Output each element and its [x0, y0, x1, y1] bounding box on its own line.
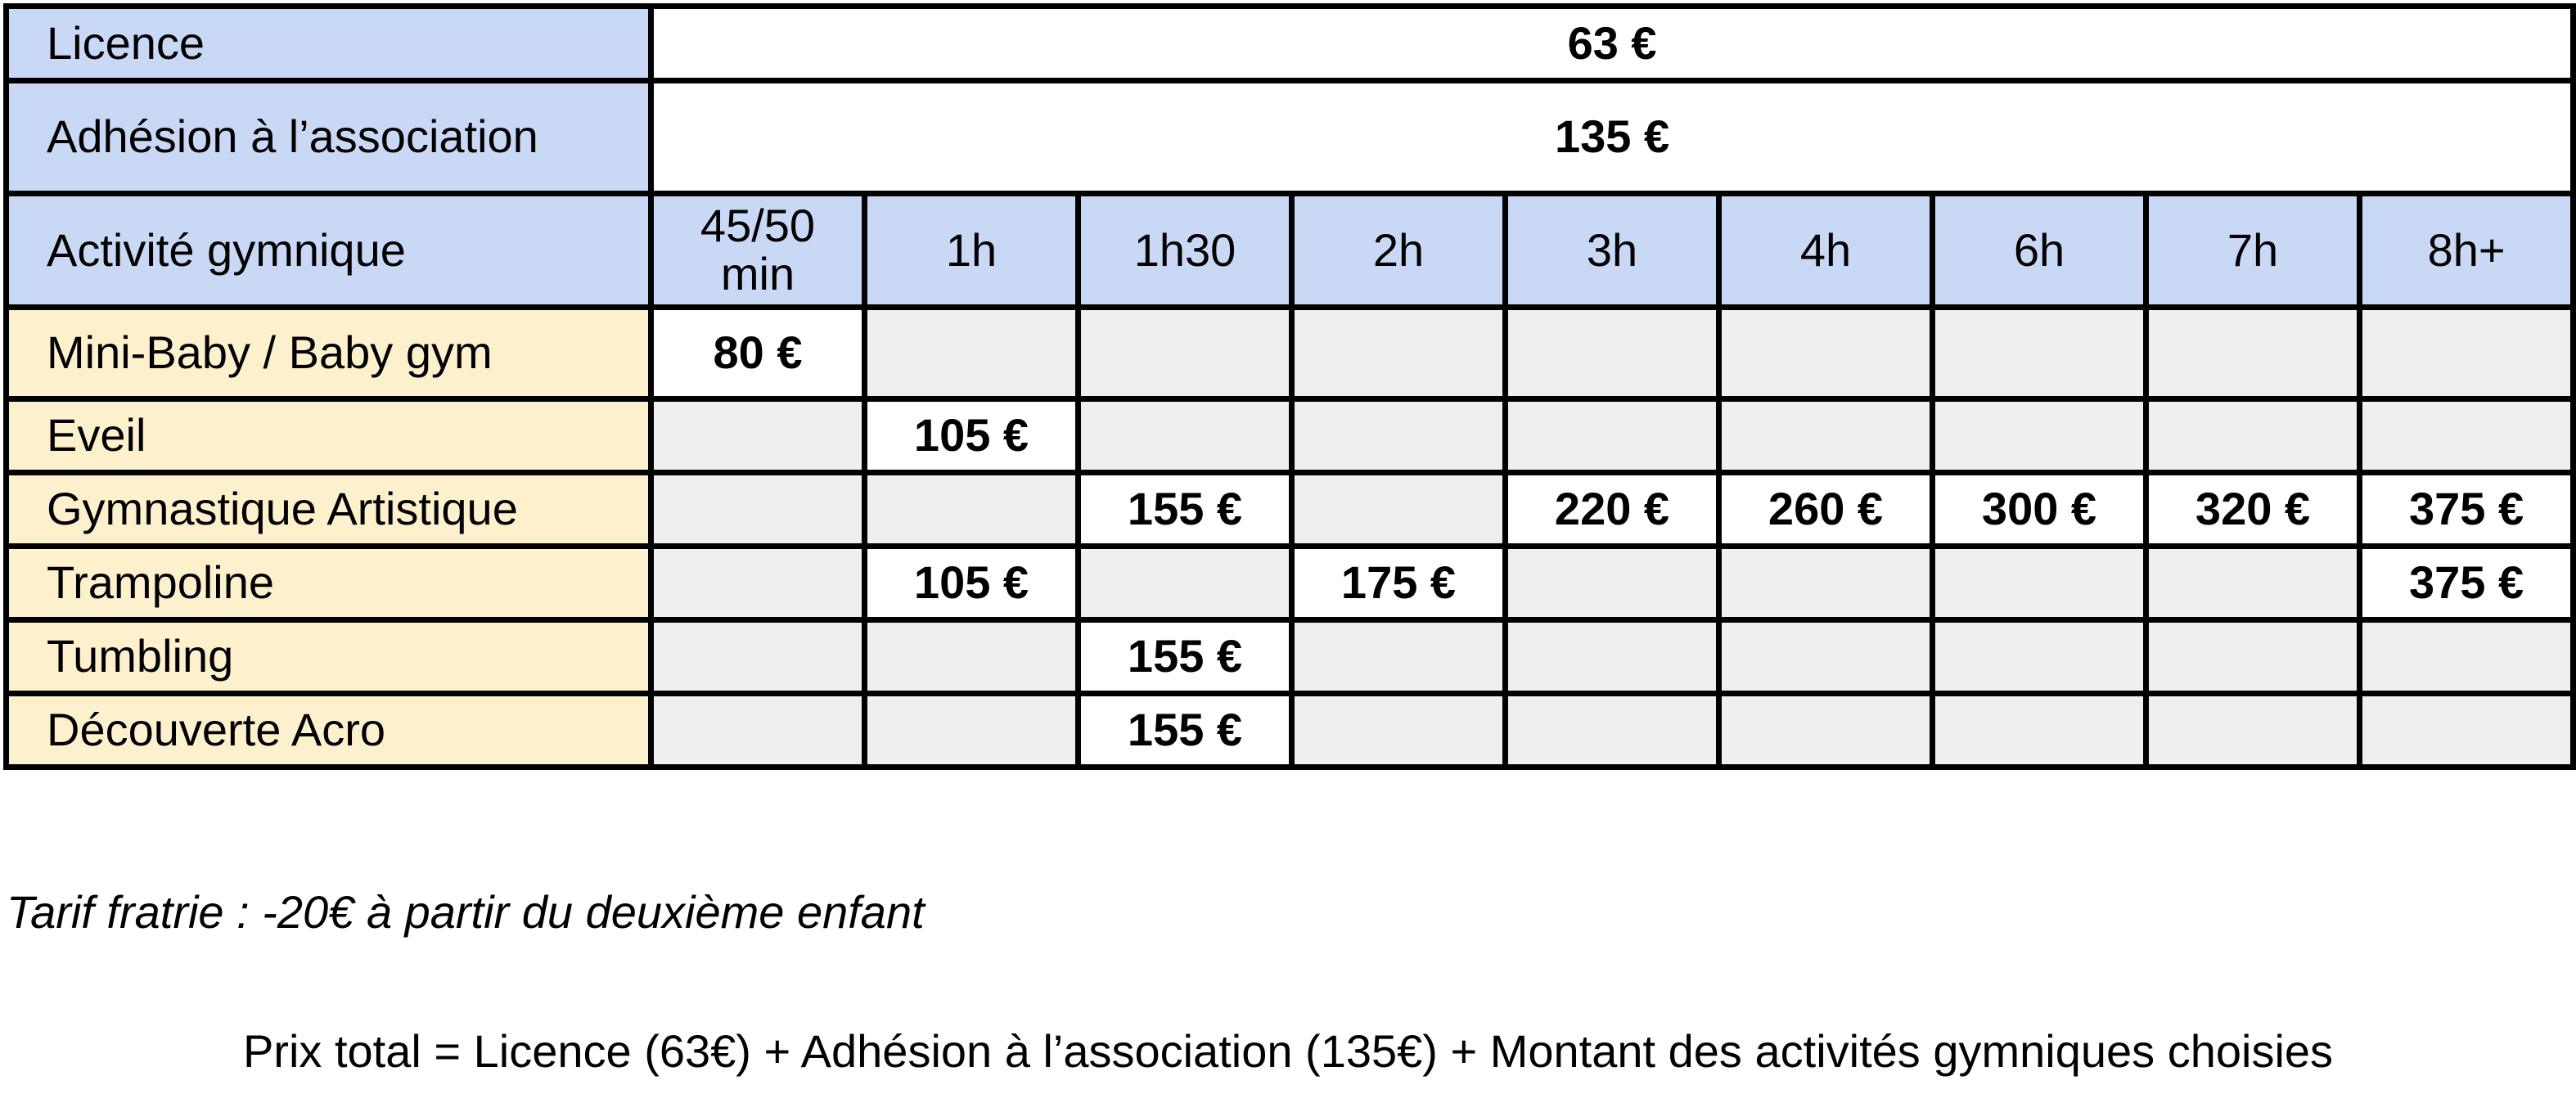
empty-cell [2146, 620, 2360, 694]
empty-cell [651, 694, 865, 768]
activity-row [7, 547, 2574, 620]
licence-label: Licence [7, 7, 651, 81]
empty-cell [1506, 620, 1719, 694]
adhesion-value: 135 € [651, 81, 2574, 194]
activity-rows [7, 308, 2574, 768]
empty-cell [1719, 620, 1933, 694]
activity-row [7, 620, 2574, 694]
empty-cell [1292, 308, 1506, 399]
empty-cell [1079, 547, 1292, 620]
activity-row [7, 399, 2574, 473]
empty-cell [2146, 308, 2360, 399]
empty-cell [1933, 308, 2146, 399]
total-price-formula: Prix total = Licence (63€) + Adhésion à l’association (135€) + Montant des activités gymniques choisies [242, 1025, 2334, 1077]
duration-header-cell: 1h30 [1079, 194, 1292, 308]
empty-cell [1079, 399, 1292, 473]
duration-header-cell: 4h [1719, 194, 1933, 308]
empty-cell [2360, 399, 2574, 473]
empty-cell [651, 399, 865, 473]
empty-cell [651, 547, 865, 620]
empty-cell [651, 620, 865, 694]
empty-cell [2146, 547, 2360, 620]
empty-cell [1292, 694, 1506, 768]
activity-name-cell: Trampoline [7, 547, 651, 620]
empty-cell [865, 694, 1079, 768]
activity-row [7, 694, 2574, 768]
activity-row [7, 308, 2574, 399]
price-cell: 80 € [651, 308, 865, 399]
activity-name-cell: Mini-Baby / Baby gym [7, 308, 651, 399]
price-cell: 175 € [1292, 547, 1506, 620]
empty-cell [1933, 399, 2146, 473]
price-cell: 300 € [1933, 473, 2146, 547]
price-cell: 220 € [1506, 473, 1719, 547]
activity-header-label: Activité gymnique [7, 194, 651, 308]
empty-cell [1506, 399, 1719, 473]
empty-cell [1079, 308, 1292, 399]
licence-value: 63 € [651, 7, 2574, 81]
empty-cell [1933, 694, 2146, 768]
empty-cell [1292, 620, 1506, 694]
price-cell: 155 € [1079, 620, 1292, 694]
empty-cell [865, 620, 1079, 694]
duration-header-cell: 8h+ [2360, 194, 2574, 308]
empty-cell [2360, 694, 2574, 768]
empty-cell [2146, 694, 2360, 768]
price-cell: 105 € [865, 547, 1079, 620]
empty-cell [1292, 473, 1506, 547]
activity-name-cell: Tumbling [7, 620, 651, 694]
activity-row [7, 473, 2574, 547]
empty-cell [1506, 694, 1719, 768]
duration-header-cell: 2h [1292, 194, 1506, 308]
empty-cell [1506, 547, 1719, 620]
sibling-discount-note: Tarif fratrie : -20€ à partir du deuxième enfant [7, 886, 925, 938]
price-cell: 320 € [2146, 473, 2360, 547]
duration-header-row [7, 194, 2574, 308]
duration-header-cell: 6h [1933, 194, 2146, 308]
licence-row [7, 7, 2574, 81]
empty-cell [2360, 308, 2574, 399]
activity-name-cell: Découverte Acro [7, 694, 651, 768]
pricing-table [3, 3, 2576, 770]
price-cell: 155 € [1079, 694, 1292, 768]
empty-cell [1506, 308, 1719, 399]
adhesion-row [7, 81, 2574, 194]
price-cell: 105 € [865, 399, 1079, 473]
empty-cell [1719, 399, 1933, 473]
duration-header-cell: 3h [1506, 194, 1719, 308]
price-cell: 375 € [2360, 547, 2574, 620]
adhesion-label: Adhésion à l’association [7, 81, 651, 194]
activity-name-cell: Gymnastique Artistique [7, 473, 651, 547]
empty-cell [2146, 399, 2360, 473]
empty-cell [1719, 694, 1933, 768]
empty-cell [1933, 547, 2146, 620]
empty-cell [1292, 399, 1506, 473]
duration-header-cell: 1h [865, 194, 1079, 308]
duration-header-cell: 7h [2146, 194, 2360, 308]
activity-name-cell: Eveil [7, 399, 651, 473]
price-cell: 375 € [2360, 473, 2574, 547]
empty-cell [1719, 547, 1933, 620]
empty-cell [1719, 308, 1933, 399]
empty-cell [1933, 620, 2146, 694]
price-cell: 260 € [1719, 473, 1933, 547]
price-cell: 155 € [1079, 473, 1292, 547]
empty-cell [2360, 620, 2574, 694]
empty-cell [651, 473, 865, 547]
duration-header-cell: 45/50 min [651, 194, 865, 308]
empty-cell [865, 473, 1079, 547]
empty-cell [865, 308, 1079, 399]
